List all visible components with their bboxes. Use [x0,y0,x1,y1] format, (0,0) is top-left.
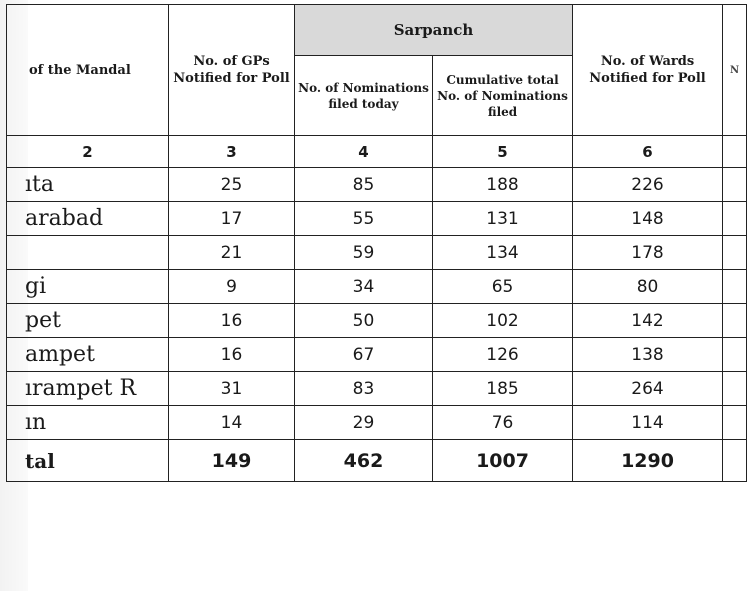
wards-cell: 114 [573,406,723,440]
cumulative-cell: 131 [433,202,573,236]
table-row [7,406,747,440]
gps-cell: 21 [169,236,295,270]
nominations-table [6,4,747,482]
nominations-today-cell: 83 [295,372,433,406]
total-gps-cell: 149 [169,440,295,482]
gps-cell: 16 [169,304,295,338]
column-number-row [7,136,747,168]
mandal-name-cell: ampet [7,338,169,372]
table-row [7,202,747,236]
nominations-today-cell: 67 [295,338,433,372]
cumulative-cell: 185 [433,372,573,406]
mandal-name-header: of the Mandal [7,5,169,136]
wards-cell: 178 [573,236,723,270]
stub-cell [723,304,747,338]
column-number-stub [723,136,747,168]
table-row [7,236,747,270]
cumulative-nominations-header: Cumulative total No. of Nominations filed [433,56,573,136]
sarpanch-header: Sarpanch [295,5,573,56]
table-row [7,372,747,406]
cumulative-cell: 102 [433,304,573,338]
column-number: 2 [7,136,169,168]
wards-cell: 80 [573,270,723,304]
cumulative-cell: 76 [433,406,573,440]
stub-cell [723,440,747,482]
cumulative-cell: 65 [433,270,573,304]
gps-notified-header: No. of GPs Notified for Poll [169,5,295,136]
table-row [7,270,747,304]
nominations-today-cell: 29 [295,406,433,440]
mandal-name-cell: ırampet R [7,372,169,406]
gps-cell: 31 [169,372,295,406]
table-row [7,338,747,372]
gps-cell: 14 [169,406,295,440]
next-column-header-stub: N [723,5,747,136]
gps-cell: 25 [169,168,295,202]
wards-cell: 148 [573,202,723,236]
nominations-today-cell: 55 [295,202,433,236]
column-number: 6 [573,136,723,168]
mandal-name-cell: ın [7,406,169,440]
gps-cell: 17 [169,202,295,236]
mandal-name-cell: gi [7,270,169,304]
total-cumulative-cell: 1007 [433,440,573,482]
column-number: 5 [433,136,573,168]
nominations-today-cell: 59 [295,236,433,270]
mandal-name-cell: arabad [7,202,169,236]
column-number: 3 [169,136,295,168]
total-label: tal [7,440,169,482]
nominations-today-header: No. of Nominations filed today [295,56,433,136]
stub-cell [723,338,747,372]
mandal-name-cell [7,236,169,270]
stub-cell [723,372,747,406]
gps-cell: 16 [169,338,295,372]
stub-cell [723,406,747,440]
mandal-name-cell: pet [7,304,169,338]
wards-cell: 138 [573,338,723,372]
header-row-top [7,5,747,56]
cumulative-cell: 188 [433,168,573,202]
wards-cell: 264 [573,372,723,406]
total-today-cell: 462 [295,440,433,482]
cumulative-cell: 126 [433,338,573,372]
wards-notified-header: No. of Wards Notified for Poll [573,5,723,136]
stub-cell [723,270,747,304]
wards-cell: 226 [573,168,723,202]
column-number: 4 [295,136,433,168]
nominations-today-cell: 50 [295,304,433,338]
nominations-today-cell: 34 [295,270,433,304]
wards-cell: 142 [573,304,723,338]
stub-cell [723,236,747,270]
total-wards-cell: 1290 [573,440,723,482]
cumulative-cell: 134 [433,236,573,270]
nominations-today-cell: 85 [295,168,433,202]
table-row [7,304,747,338]
gps-cell: 9 [169,270,295,304]
stub-cell [723,168,747,202]
total-row [7,440,747,482]
mandal-name-cell: ıta [7,168,169,202]
table-row [7,168,747,202]
stub-cell [723,202,747,236]
